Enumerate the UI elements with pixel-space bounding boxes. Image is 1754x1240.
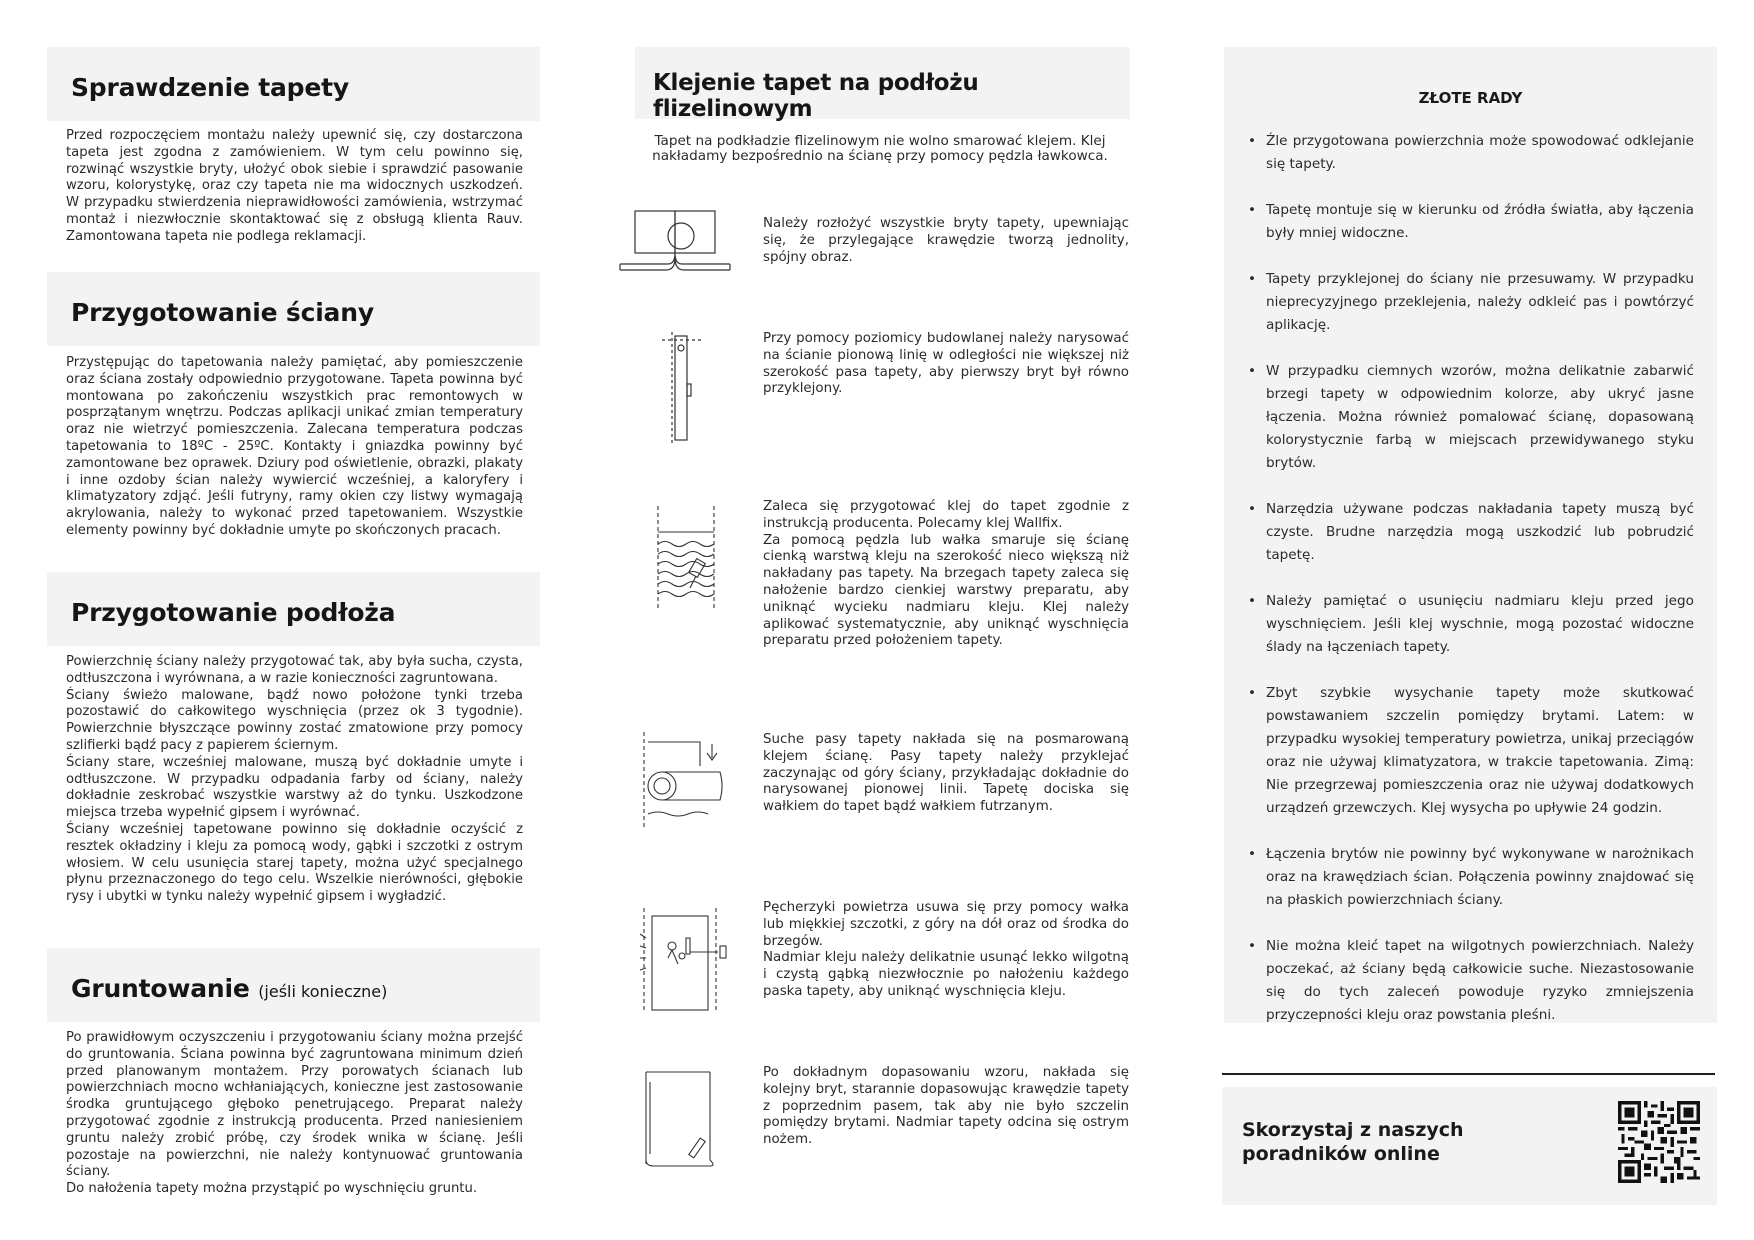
unroll-strips-icon <box>618 208 732 272</box>
section-body-wallpaper-check: Przed rozpoczęciem montażu należy upewnić się, czy dostarczona tapeta jest zgodna z zamówieniem. W tym celu powinno się, rozwinąć wszystkie bryty, ułożyć obok siebie i sprawdzić pasowanie wzoru, kolorystykę, oraz czy tapeta nie ma widocznych uszkodzeń. W przypadku stwierdzenia nieprawidłowości zamówienia, wstrzymać montaż i niezwłocznie skontaktować się z obsługą klienta Rauv. Zamontowana tapeta nie podlega reklamacji. <box>66 128 523 244</box>
glue-brush-icon <box>652 504 722 610</box>
golden-tips-list <box>1244 130 1694 1050</box>
section-header-wallpaper-check <box>47 47 540 121</box>
section-header-gluing <box>635 47 1130 122</box>
footer-divider <box>1222 1073 1715 1075</box>
smooth-bubbles-icon <box>638 904 736 1014</box>
level-line-icon <box>660 330 710 448</box>
gluing-step-1-text: Należy rozłożyć wszystkie bryty tapety, upewniając się, że przylegające krawędzie tworzą jednolity, spójny obraz. <box>763 216 1129 265</box>
gluing-intro: Tapet na podkładzie flizelinowym nie wolno smarować klejem. Klej nakładamy bezpośrednio na ścianę przy pomocy pędzla ławkowca. <box>652 133 1108 164</box>
section-body-substrate-preparation: Powierzchnię ściany należy przygotować tak, aby była sucha, czysta, odtłuszczona i wyrównana, a w razie konieczności zagruntowana. Ściany świeżo malowane, bądź nowo położone tynki trzeba pozostawić do całkowitego wyschnięcia (przez ok 3 tygodnie). Powierzchnie błyszczące powinny zostać zmatowione przy pomocy szlifierki bądź pacy z papierem ściernym. Ściany stare, wcześniej malowane, muszą być dokładnie umyte i odtłuszczone. W przypadku odpadania farby od ściany, należy dokładnie zeskrobać wszystkie warstwy aż do tynku. Uszkodzone miejsca trzeba wypełnić gipsem i wyrównać. Ściany wcześniej tapetowane powinno się dokładnie oczyścić z resztek okładziny i kleju za pomocą wody, gąbki i szczotki z ostrym włosiem. W celu usunięcia starej tapety, można użyć specjalnego płynu przeznaczonego do tego celu. Wszelkie nierówności, głębokie rysy i ubytki w tynku należy wypełnić gipsem i wygładzić. <box>66 654 523 905</box>
section-title-suffix: (jeśli konieczne) <box>258 982 388 1001</box>
gluing-step-3-text: Zaleca się przygotować klej do tapet zgodnie z instrukcją producenta. Polecamy klej Wallfix. Za pomocą pędzla lub wałka smaruje się ścianę cienką warstwą kleju na szerokość nieco większą niż nakładany pas tapety. Na brzegach tapety zaleca się nałożenie bardzo cienkiej warstwy preparatu, aby uniknąć wycieku nadmiaru kleju. Klej należy aplikować systematycznie, aby uniknąć wyschnięcia preparatu przed położeniem tapety. <box>763 499 1129 649</box>
online-guides-text: Skorzystaj z naszych poradników online <box>1242 1119 1464 1165</box>
section-title: Przygotowanie podłoża <box>71 598 396 627</box>
tip-item: • Łączenia brytów nie powinny być wykonywane w narożnikach oraz na krawędziach ścian. Połączenia powinny znajdować się na płaskich powierzchniach ściany. <box>1244 843 1694 912</box>
section-header-substrate-preparation <box>47 572 540 646</box>
gluing-step-5-text: Pęcherzyki powietrza usuwa się przy pomocy wałka lub miękkiej szczotki, z góry na dół oraz od środka do brzegów. Nadmiar kleju należy delikatnie usunąć lekko wilgotną i czystą gąbką niezwłocznie po nałożeniu każdego paska tapety, aby uniknąć wyschnięcia kleju. <box>763 900 1129 999</box>
golden-tips-title: ZŁOTE RADY <box>1418 89 1523 107</box>
tip-item: • Zbyt szybkie wysychanie tapety może skutkować powstawaniem szczelin pomiędzy brytami. Latem: w przypadku wysokiej temperatury powietrza, unikaj przeciągów oraz nie używaj klimatyzatora, w trakcie tapetowania. Zimą: Nie przegrzewaj pomieszczenia oraz nie używaj dodatkowych urządzeń grzewczych. Klej wysycha po upływie 24 godzin. <box>1244 682 1694 820</box>
section-header-priming <box>47 948 540 1022</box>
gluing-step-2-text: Przy pomocy poziomicy budowlanej należy narysować na ścianie pionową linię w odległości nie większej niż szerokość pasa tapety, aby pierwszy bryt był równo przyklejony. <box>763 331 1129 397</box>
tip-item: • Źle przygotowana powierzchnia może spowodować odklejanie się tapety. <box>1244 130 1694 176</box>
tip-item: • Nie można kleić tapet na wilgotnych powierzchniach. Należy poczekać, aż ściany będą całkowicie suche. Niezastosowanie się do tych zaleceń powoduje ryzyko zmniejszenia przyczepności kleju oraz powstania pleśni. <box>1244 935 1694 1027</box>
section-title: Klejenie tapet na podłożu flizelinowym <box>653 70 979 122</box>
tip-item: • Tapety przyklejonej do ściany nie przesuwamy. W przypadku nieprecyzyjnego przeklejenia, należy odkleić pas i powtórzyć aplikację. <box>1244 268 1694 337</box>
section-body-priming: Po prawidłowym oczyszczeniu i przygotowaniu ściany można przejść do gruntowania. Ściana powinna być zagruntowana minimum dzień przed planowanym montażem. Przy porowatych ścianach lub powierzchniach mocno wchłaniających, konieczne jest zastosowanie środka gruntującego głęboko penetrującego. Preparat należy przygotować zgodnie z instrukcją producenta. Przed naniesieniem gruntu należy zrobić próbę, czy środek wnika w ścianę. Jeśli pozostaje na powierzchni, nie należy kontynuować gruntowania ściany. Do nałożenia tapety można przystąpić po wyschnięciu gruntu. <box>66 1030 523 1197</box>
section-body-wall-preparation: Przystępując do tapetowania należy pamiętać, aby pomieszczenie oraz ściana zostały odpowiednio przygotowane. Tapeta powinna być montowana po zakończeniu wszystkich prac remontowych w posprzątanym wnętrzu. Podczas aplikacji unikać zmian temperatury oraz nie wietrzyć pomieszczenia. Zalecana temperatura podczas tapetowania to 18ºC - 25ºC. Kontakty i gniazdka powinny być zamontowane bez oprawek. Dziury pod oświetlenie, obrazki, plakaty i inne ozdoby ścian należy wywiercić wcześniej, a kaloryfery i klimatyzatory zdjąć. Jeśli futryny, ramy okien czy listwy wymagają akrylowania, należy to wykonać przed tapetowaniem. Wszystkie elementy powinny być dokładnie umyte po skończonych pracach. <box>66 355 523 538</box>
apply-strip-icon <box>638 730 732 830</box>
section-title: Przygotowanie ściany <box>71 298 374 327</box>
tip-item: • Należy pamiętać o usunięciu nadmiaru kleju przed jego wyschnięciem. Jeśli klej wyschnie, mogą pozostać widoczne ślady na łączeniach tapety. <box>1244 590 1694 659</box>
tip-item: • Tapetę montuje się w kierunku od źródła światła, aby łączenia były mniej widoczne. <box>1244 199 1694 245</box>
section-title-main: Gruntowanie <box>71 974 250 1003</box>
gluing-step-6-text: Po dokładnym dopasowaniu wzoru, nakłada się kolejny bryt, starannie dopasowując krawędzie tapety z poprzednim pasem, tak aby nie było szczelin pomiędzy brytami. Nadmiar tapety odcina się ostrym nożem. <box>763 1065 1129 1148</box>
section-header-wall-preparation <box>47 272 540 346</box>
qr-code-icon[interactable] <box>1618 1101 1700 1183</box>
tip-item: • Narzędzia używane podczas nakładania tapety muszą być czyste. Brudne narzędzia mogą uszkodzić lub pobrudzić tapetę. <box>1244 498 1694 567</box>
tip-item: • W przypadku ciemnych wzorów, można delikatnie zabarwić brzegi tapety w odpowiednim kolorze, aby ukryć jasne łączenia. Można również pomalować ścianę, dopasowaną kolorystycznie farbą w miejscach przewidywanego styku brytów. <box>1244 360 1694 475</box>
section-title <box>71 974 540 1003</box>
trim-knife-icon <box>640 1068 720 1168</box>
section-title: Sprawdzenie tapety <box>71 73 349 102</box>
gluing-step-4-text: Suche pasy tapety nakłada się na posmarowaną klejem ścianę. Pasy tapety należy przyklejać zaczynając od góry ściany, przykładając dokładnie do narysowanej pionowej linii. Tapetę dociska się wałkiem do tapet bądź wałkiem futrzanym. <box>763 732 1129 815</box>
